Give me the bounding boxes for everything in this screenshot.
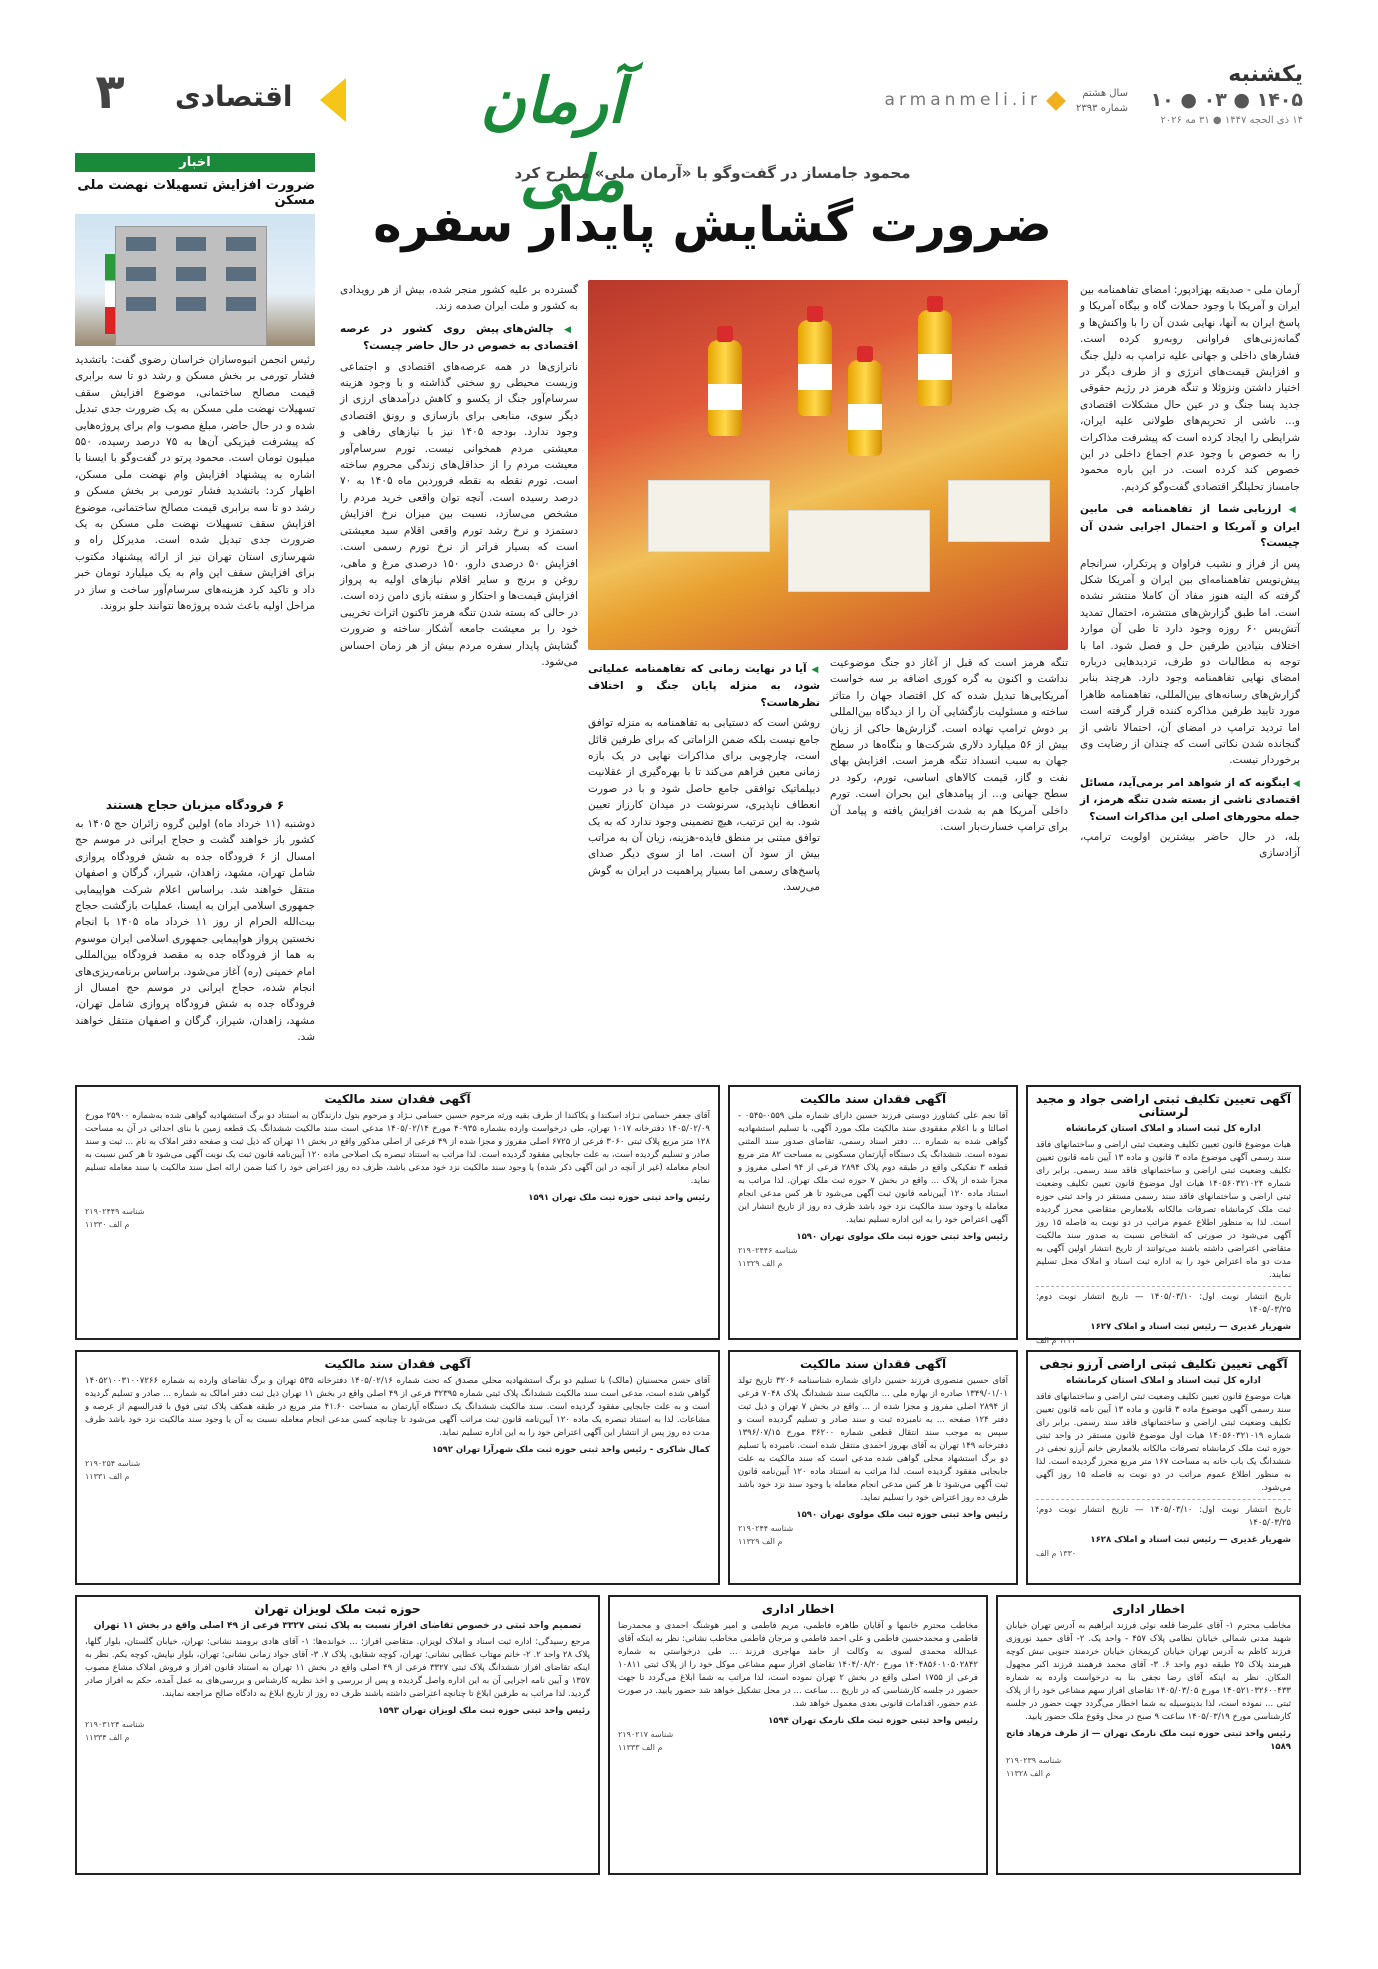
diamond-icon — [1046, 91, 1066, 111]
ad-id: شناسه ۲۱۹۰۲۴۴۹ — [85, 1207, 145, 1216]
ad-title: آگهی فقدان سند مالکیت — [799, 1357, 947, 1371]
section-name: اقتصادی — [175, 80, 293, 113]
ad-body: مخاطب محترم خانمها و آقایان طاهره فاطمی، مریم فاطمی و امیر هوشنگ احمدی و محمدرضا فاطمی و محمدحسین فاطمی و علی احمد فاطمی و مرجان فاطمی مخاطب نشانی: نظر به اینکه آقای عبدالله محمدی لسوی به وکالت از حامد مهاجری فرزند ... طی درخواستی به شماره ۱۴۰۴۸۵۶۰۱۰۵۰۲۸۴۲ مورخ ۱۴۰۴/۰۸/۲۰ تقاضای افراز سهم مشاعی موکل خود را از پلاک ثبتی ۱۰۸۱۱ فرعی از ۱۷۵۵ اصلی واقع در بخش ۲ تهران نموده است، لذا مراتب به شما ابلاغ می‌گردد تا جهت حضور در جلسه کارشناسی که در تاریخ ... ساعت ... در محل تشکیل خواهد شد حضور یابید. در صورت عدم حضور، اقدامات قانونی بعدی معمول خواهد شد. — [618, 1621, 978, 1709]
ad-signature: رئیس واحد ثبتی حوزه ثبت ملک نارمک تهران ۱۵۹۴ — [768, 1716, 978, 1726]
food-box — [788, 510, 930, 592]
ad-signature: کمال شاکری - رئیس واحد ثبتی حوزه ثبت ملک شهرآرا تهران ۱۵۹۲ — [432, 1445, 710, 1455]
ad-id: شناسه ۲۱۹۰۲۵۴ — [85, 1459, 141, 1468]
ad-body: مخاطب محترم ۱- آقای علیرضا قلعه نوئی فرزند ابراهیم به آدرس تهران خیابان شهید مدنی شمالی خیابان نظامی پلاک ۴۵۷ - واحد یک. ۲- آقای حمید نوروزی فرزند کاظم به آدرس تهران خیابان کریمخان خیابان خردمند جنوبی نبش کوچه هیرمند پلاک ۲۵ طبقه دوم واحد ۶. ۳- آقای محمد فرهمند فرزند اکبر مجهول المکان. نظر به اینکه آقای رضا نجفی بنا به درخواست وارده به شماره ۱۴۰۵۲۱۰۳۲۶۰۰۴۳۳ مورخ ۱۴۰۵/۰۳/۰۵ تقاضای افراز سهم مشاعی خود را از پلاک ثبتی ... نموده است، لذا بدینوسیله به شما اخطار می‌گردد جهت حضور در جلسه کارشناسی مورخ ۱۴۰۵/۰۳/۱۹ ساعت ۹ صبح در محل وقوع ملک حضور یابید. — [1006, 1621, 1292, 1722]
ad-signature: رئیس واحد ثبتی حوزه ثبت ملک نارمک تهران — از طرف فرهاد فاتح ۱۵۸۹ — [1006, 1729, 1291, 1752]
day-name: یکشنبه — [1228, 62, 1303, 87]
answer-3: روشن است که دستیابی به تفاهمنامه به منزله توافق جامع نیست بلکه ضمن الزاماتی که برای طرفین قائل است، چارچوبی برای مذاکرات نهایی در یک بازه زمانی معین فراهم می‌کند تا با بهره‌گیری از عقلانیت دیپلماتیک توافقی جامع حاصل شود و با در صورت انعطاف ناپذیری، سرنوشت در میدان کارزار تعیین شود. به این ترتیب، هیچ تضمینی وجود ندارد که به یک توافق مبتنی بر منطق فایده-هزینه، زیان آن به مراتب بیش از سود آن است. اما از سوی دیگر صدای پاسخ‌های رسمی اما بسیار پراهمیت در ایران به گوش می‌رسد. — [588, 717, 820, 894]
ad-title: اخطار اداری — [1112, 1602, 1185, 1616]
ad-partition-decision — [75, 1595, 600, 1875]
article-column-2 — [830, 655, 1068, 1072]
food-box — [648, 480, 770, 552]
ad-ref: ۱۳۳۰ م الف — [1036, 1549, 1077, 1558]
ad-property-loss-4 — [728, 1350, 1018, 1585]
building-photo — [75, 214, 315, 346]
oil-bottle-icon — [918, 310, 952, 406]
news-title: ضرورت افزایش تسهیلات نهضت ملی مسکن — [77, 178, 315, 208]
ad-id: شناسه ۲۱۹۰۲۳۹ — [1006, 1756, 1062, 1765]
ad-land-registration-2 — [1026, 1350, 1301, 1585]
ad-title: اخطار اداری — [761, 1602, 835, 1616]
ad-ref: ۱۳۲۲ م الف — [1036, 1336, 1077, 1345]
ad-subtitle: اداره کل ثبت اسناد و املاک استان کرمانشاه — [1066, 1124, 1261, 1134]
ad-property-loss-1 — [75, 1085, 720, 1340]
ad-administrative-notice-1 — [608, 1595, 988, 1875]
ad-id: شناسه ۲۱۹۰۲۴۴ — [738, 1524, 794, 1533]
ad-signature: شهریار غدیری — رئیس ثبت اسناد و املاک ۱۶۲۸ — [1090, 1535, 1291, 1545]
ad-property-loss-3 — [75, 1350, 720, 1585]
ad-ref: م الف ۱۱۳۳۳ — [618, 1743, 663, 1752]
flag-icon — [105, 254, 115, 334]
article-headline: ضرورت گشایش پایدار سفره — [373, 197, 1052, 253]
ad-dates: تاریخ انتشار نوبت اول: ۱۴۰۵/۰۳/۱۰ — تاریخ انتشار نوبت دوم: ۱۴۰۵/۰۳/۲۵ — [1036, 1505, 1291, 1528]
food-box — [948, 480, 1050, 542]
date-secondary: ۱۴ ذی الحجه ۱۴۴۷ ● ۳۱ مه ۲۰۲۶ — [1160, 115, 1303, 126]
ad-land-registration-1 — [1026, 1085, 1301, 1345]
ad-title: حوزه ثبت ملک لویزان تهران — [254, 1602, 421, 1616]
news-tag: اخبار — [75, 153, 315, 172]
answer-4: ناترازی‌ها در همه عرصه‌های اقتصادی و اجتماعی وزیست محیطی رو سختی گذاشته و با وجود هزینه سرسام‌آور جنگ از یکسو و کاهش درآمدهای ارزی از دیگر سوی، منابعی برای بازسازی و رونق اقتصادی وجود ندارد. بودجه ۱۴۰۵ نیز با نیازهای رفاهی و معیشتی مردم همخوانی نیست. تورم سرسام‌آور معیشت مردم را از حداقل‌های زندگی محروم ساخته است. تورم نقطه به نقطه فروردین ماه ۱۴۰۵ به ۷۰ درصد رسیده است. آنچه توان واقعی خرید مردم را مشخص می‌سازد، نسبت بین میزان نرخ افزایش دستمزد و نرخ رشد تورم واقعی اقلام سبد معیشتی است که بسیار فراتر از نرخ تورم رسمی است. افزایش ۵۰ درصدی دارو، ۱۵۰ درصدی مرغ و ماهی، روغن و برنج و سایر اقلام نیازهای اولیه به پرواز افزایش قیمت‌ها و احتکار و سفته بازی دامن زده است. در حالی که بسته شدن تنگه هرمز تاکنون اثرات تخریبی خود را بر معیشت جامعه آشکار ساخته و ضرورت گشایش پایدار سفره مردم بیش از هر زمان احساس می‌شود. — [340, 360, 579, 668]
arrow-icon — [320, 78, 346, 122]
ad-signature: رئیس واحد ثبتی حوزه ثبت ملک لویزان تهران ۱۵۹۳ — [378, 1706, 590, 1716]
question-3: ◀ آیا در نهایت زمانی که تفاهمنامه عملیاتی شود، به منزله پایان جنگ و اختلاف نظرهاست؟ — [588, 661, 820, 711]
ad-body: هیات موضوع قانون تعیین تکلیف وضعیت ثبتی اراضی و ساختمانهای فاقد سند رسمی آگهی موضوع ماده ۳ قانون و ماده ۱۳ آیین نامه قانون تعیین تکلیف وضعیت ثبتی اراضی و ساختمانهای فاقد سند رسمی. برابر رای شماره ۱۴۰۵۶۰۳۲۱۰۲۴ هیات اول موضوع قانون تعیین تکلیف وضعیت ثبتی اراضی و ساختمانهای فاقد سند رسمی مستقر در واحد ثبتی حوزه ثبت ملک کرمانشاه تصرفات مالکانه بلامعارض متقاضی محرز گردیده است. لذا به منظور اطلاع عموم مراتب در دو نوبت به فاصله ۱۵ روز آگهی می‌شود در صورتی که اشخاص نسبت به صدور سند مالکیت متقاضی اعتراضی داشته باشند می‌توانند از تاریخ انتشار اولین آگهی به مدت دو ماه اعتراض خود را به اداره ثبت اسناد و املاک محل تسلیم نمایند. — [1036, 1140, 1291, 1280]
answer-2-cont: تنگه هرمز است که قبل از آغاز دو جنگ موضوعیت نداشت و اکنون به گره کوری اضافه بر سه خواست آمریکایی‌ها تبدیل شده که کل اقتصاد جهان را متاثر ساخته و مسئولیت بازگشایی آن را از دیدگاه بین‌المللی بر دوش ترامپ نهاده است. گزارش‌ها حاکی از زیان بیش از ۵۶ میلیارد دلاری شرکت‌ها و بنگاه‌ها در سطح جهان به سبب انسداد تنگه هرمز است. افزایش بهای نفت و گاز، قیمت کالاهای اساسی، تورم، رکود در سطح جهانی و... از پیامدهای این بحران است. تورم داخلی آمریکا هم به شدت افزایش یافته و پیامد آن برای ترامپ خسارت‌بار است. — [830, 657, 1068, 834]
article-subhead: محمود جامساز در گفت‌وگو با «آرمان ملی» مطرح کرد — [514, 164, 911, 182]
oil-bottle-icon — [798, 320, 832, 416]
answer-2: بله، در حال حاضر بیشترین اولویت ترامپ، آزادسازی — [1080, 831, 1300, 860]
ad-body: آقای جعفر حسامی نـژاد اسکندا و یکاکندا از طرف بقیه ورثه مرحوم حسین حسامی نـژاد و مرحوم بتول دارندگان به استناد دو برگ استشهادیه گواهی شده به‌شماره ۲۵۹۰۰ مورخ ۱۴۰۵/۰۲/۰۹ دفترخانه ۱۰۱۷ تهران، طی درخواست وارده بشماره ۴۰۹۳۵ مورخ ۱۴۰۵/۰۲/۱۴ مدعی است سند مالکیت ششدانگ یک قطعه زمین با بنای احداثی در آن به مساحت ۱۲۸ متر مربع پلاک ثبتی ۳۰۶۰ فرعی از ۶۷۲۵ اصلی مفروز و مجزا شده از ۴۹ فرعی از اصلی مذکور واقع در بخش ۱۱ تهران که ذیل ثبت و صفحه دفتر املاک به نام ... ثبت و سند صادر و تسلیم گردیده است، به علت جابجایی مفقود گردیده است. لذا مراتب به استناد تبصره یک اصلاحی ماده ۱۲۰ آیین‌نامه قانون ثبت یک نوبت آگهی می‌شود تا هر کس نسبت به انجام معامله (غیر از آنچه در این آگهی ذکر شده) یا وجود سند مالکیت نزد خود مدعی باشد، ظرف ده روز اعتراض خود را کتبا ضمن ارائه اصل سند مالکیت یا سند معامله تسلیم نماید. — [85, 1111, 711, 1186]
ad-id: شناسه ۲۱۹۰۲۱۷ — [618, 1730, 674, 1739]
ad-ref: م الف ۱۱۳۳۱ — [85, 1472, 130, 1481]
ad-title: آگهی فقدان سند مالکیت — [324, 1357, 471, 1371]
ad-signature: شهریار غدیری — رئیس ثبت اسناد و املاک ۱۶۲۷ — [1090, 1322, 1291, 1332]
logo-text: آرمان ملی — [480, 64, 625, 215]
oil-bottle-icon — [708, 340, 742, 436]
ad-id: شناسه ۲۱۹۰۲۴۴۶ — [738, 1246, 798, 1255]
ad-body: آقا نجم علی کشاورز دوستی فرزند حسین دارای شماره ملی ۰۵۵۹-۰۵۴۵ - اصالتا و با اعلام مفقودی سند مالکیت ملک مورد آگهی، با تسلیم استشهادیه گواهی شده به شماره ... دفتر اسناد رسمی، تقاضای صدور سند المثنی نموده است. ششدانگ یک دستگاه آپارتمان مسکونی به مساحت ۸۲ متر مربع قطعه ۳ تفکیکی واقع در طبقه دوم پلاک ۲۸۹۴ فرعی از ۹۴ اصلی مفروز و مجزا شده از پلاک ... واقع در بخش ۷ حوزه ثبت ملک تهران. لذا مراتب به استناد ماده ۱۲۰ آیین‌نامه قانون ثبت آگهی می‌شود تا هر کس مدعی انجام معامله یا وجود سند مالکیت نزد خود باشد ظرف ده روز از تاریخ انتشار این آگهی اعتراض خود را به این اداره تسلیم نماید. — [738, 1111, 1009, 1225]
article-lead: آرمان ملی - صدیقه بهزادپور: امضای تفاهمنامه بین ایران و آمریکا با وجود حملات گاه و بیگاه آمریکا و پاسخ ایران به آنها، نهایی شدن آن را با واکنش‌ها و گمانه‌زنی‌های فراوانی روبه‌رو کرده است. فشارهای داخلی و جهانی علیه ترامپ به دلیل جنگ و افزایش قیمت‌های انرژی و از طرف دیگر در اختیار داشتن ونزوئلا و تنگه هرمز در رژیم حقوقی جدید پسا جنگ و در عین حال مشکلات اقتصادی و... ناشی از تحریم‌های طولانی علیه ایران، شرایطی را ایجاد کرده است که پیشرفت مذاکرات را به خصوص با وجود عدم اجماع داخلی در این خصوص کند کرده است. در این باره محمود جامساز تحلیلگر اقتصادی گفت‌وگو کردیم. — [1080, 284, 1300, 493]
article-column-1 — [1080, 282, 1300, 1072]
ad-subtitle: اداره کل ثبت اسناد و املاک استان کرمانشاه — [1066, 1376, 1261, 1386]
news-subheadline: ۶ فرودگاه میزبان حجاج هستند — [105, 798, 285, 812]
news-sidebar — [75, 153, 315, 1126]
ad-dates: تاریخ انتشار نوبت اول: ۱۴۰۵/۰۳/۱۰ — تاریخ انتشار نوبت دوم: ۱۴۰۵/۰۳/۲۵ — [1036, 1292, 1291, 1315]
year-label: سال هشتم — [1082, 88, 1128, 99]
ad-subtitle: تصمیم واحد ثبتی در خصوص تقاضای افراز نسبت به پلاک ثبتی ۳۳۲۷ فرعی از ۴۹ اصلی واقع در بخش ۱۱ تهران — [93, 1621, 582, 1631]
question-2: ◀ اینگونه که از شواهد امر برمی‌آید، مسائل اقتصادی ناشی از بسته شدن تنگه هرمز، از جمله محورهای اصلی این مذاکرات است؟ — [1080, 775, 1300, 825]
oil-bottle-icon — [848, 360, 882, 456]
ad-body: مرجع رسیدگی: اداره ثبت اسناد و املاک لویزان. متقاضی افراز: ... خوانده‌ها: ۱- آقای هادی برومند نشانی: تهران، خیابان گلستان، بلوار گلها، پلاک ۲۸ واحد ۲. ۲- خانم مهتاب عطایی نشانی: تهران، کوچه شقایق، پلاک ۷. ۳- آقای جواد زمانی نشانی: تهران، بلوار نیایش، کوچه یکم. نظر به اینکه تقاضای افراز ششدانگ پلاک ثبتی ۳۳۲۷ فرعی از ۴۹ اصلی واقع در بخش ۱۱ تهران به استناد قانون افراز و فروش املاک مشاع مصوب ۱۳۵۷ و آیین نامه اجرایی آن به این اداره واصل گردیده و پس از بررسی و اخذ نظریه کارشناس و بررسی‌های به عمل آمده، حکم به افراز صادر گردید. لذا مراتب به طرفین ابلاغ تا چنانچه اعتراضی داشته باشند ظرف ده روز از تاریخ ابلاغ به دادگاه صالح مراجعه نمایند. — [85, 1637, 591, 1699]
news-body: رئیس انجمن انبوه‌سازان خراسان رضوی گفت: باتشدید فشار تورمی بر بخش مسکن و رشد دو تا سه برابری قیمت مصالح ساختمانی، موضوع افزایش سقف تسهیلات نهضت ملی مسکن به یک ضرورت جدی تبدیل شده و در حال حاضر، مبلغ مصوب وام برای پروژه‌هایی که پیشرفت فیزیکی آن‌ها به ۷۵ درصد رسیده، ۵۵۰ میلیون تومان است. محمود پرتو در گفت‌وگو با ایسنا با اشاره به پیشنهاد افزایش وام نهضت ملی مسکن، اظهار کرد: باتشدید فشار تورمی بر بخش مسکن و رشد دو تا سه برابری قیمت مصالح ساختمانی، موضوع افزایش سقف تسهیلات نهضت ملی مسکن به یک ضرورت جدی تبدیل شده است. مدیرکل راه و شهرسازی استان تهران نیز از ارائه پیشنهاد مکتوب برای افزایش سقف این وام به یک میلیارد تومان خبر داد و تاکید کرد هزینه‌های سرسام‌آور ساخت و ساز در مراحل اولیه باعث شده پروژه‌ها نتوانند جلو بروند. — [75, 354, 315, 613]
date-numbers: ۱۴۰۵ ● ۰۳ ● ۱۰ — [1150, 89, 1303, 111]
ad-title: آگهی فقدان سند مالکیت — [799, 1092, 947, 1106]
building — [115, 226, 267, 346]
ad-ref: م الف ۱۱۳۲۸ — [1006, 1769, 1051, 1778]
article-column-4 — [340, 282, 578, 1072]
ad-administrative-notice-2 — [996, 1595, 1301, 1875]
article-photo — [588, 280, 1068, 650]
news-body-2: دوشنبه (۱۱ خرداد ماه) اولین گروه زائران حج ۱۴۰۵ به کشور باز خواهند گشت و حجاج ایرانی در موسم حج امسال از ۶ فرودگاه جده به شش فرودگاه پروازی شامل تهران، مشهد، زاهدان، شیراز، گرگان و اصفهان منتقل خواهند شد. براساس اعلام شرکت هواپیمایی جمهوری اسلامی ایران به ایسنا، عملیات بازگشت حجاج بیت‌الله الحرام از روز ۱۱ خرداد ماه ۱۴۰۵ با انجام نخستین پرواز هواپیمایی جمهوری اسلامی ایران موسوم به هما از فرودگاه جده به مقصد فرودگاه بین‌المللی امام خمینی (ره) آغاز می‌شود. براساس برنامه‌ریزی‌های انجام شده، حجاج ایرانی در موسم حج امسال از فرودگاه جده به شش فرودگاه پروازی شامل تهران، مشهد، زاهدان، شیراز، گرگان و اصفهان منتقل خواهند شد. — [75, 818, 316, 1044]
answer-1: پس از فراز و نشیب فراوان و پرتکرار، سرانجام پیش‌نویس تفاهمنامه‌ای بین ایران و آمریکا شکل گرفته که البته هنوز مفاد آن کاملا منتشر نشده است. اما طبق گزارش‌های منتشره، احتمال تمدید آتش‌بس ۶۰ روزه وجود دارد تا طی آن موارد اختلاف بنیادین طرفین حل و فصل شود. اما با توجه به مطالبات دو طرف، تردیدهایی درباره امضای نهایی تفاهمنامه وجود دارد. هرچند بنابر گزارش‌های رسانه‌های بین‌المللی، تفاهمنامه ظاهرا مورد تایید طرفین مذاکره کننده قرار گرفته است اما تردید ترامپ در امضای آن، احتمالا ناشی از گنجانده شدن نکاتی است که چندان از رضایت وی برخوردار نیست. — [1080, 557, 1300, 767]
ad-signature: رئیس واحد ثبتی حوزه ثبت ملک مولوی تهران ۱۵۹۰ — [796, 1510, 1008, 1520]
ad-title: آگهی تعیین تکلیف ثبتی اراضی آرزو نجفی — [1039, 1357, 1288, 1371]
site-url[interactable]: armanmeli.ir — [884, 90, 1041, 110]
page-number: ۳ — [95, 64, 125, 120]
issue-label: شماره ۲۳۹۳ — [1076, 103, 1128, 114]
ad-id: شناسه ۲۱۹۰۳۱۲۴ — [85, 1720, 145, 1729]
article-column-3 — [588, 655, 820, 1072]
date-block — [1143, 62, 1303, 126]
ad-title: آگهی تعیین تکلیف ثبتی اراضی جواد و مجید لرستانی — [1036, 1092, 1291, 1119]
ad-body: آقای حسن محسنیان (مالک) با تسلیم دو برگ استشهادیه محلی مصدق که تحت شماره ۱۴۰۵/۰۲/۱۶ دفترخانه ۵۳۵ تهران و برگ تقاضای وارده به شماره ۱۴۰۵۲۱۰۰۳۱۰۰۷۲۶۶ گواهی شده است، مدعی است سند مالکیت ششدانگ پلاک ثبتی شماره ۳۲۳۹۵ فرعی از ۴۹ اصلی واقع در بخش ۱۱ تهران ذیل ثبت دفتر امالک به شماره ... صادر و تسلیم گردیده است و به علت جابجایی مفقود گردیده است. سند مالکیت ششدانگ یک دستگاه آپارتمان به مساحت ۴۱.۶۰ متر مربع در طبقه همکف پلاک ثبتی فوق با قدرالسهم از عرصه و مشاعات. لذا به استناد تبصره یک ماده ۱۲۰ آیین‌نامه قانون ثبت مراتب آگهی می‌شود تا چنانچه کسی مدعی انجام معامله نسبت به آن یا وجود سند مالکیت نزد خود باشد ظرف مدت ده روز پس از انتشار این آگهی اعتراض خود را به این اداره تسلیم نماید. — [85, 1376, 711, 1438]
ad-property-loss-2 — [728, 1085, 1018, 1340]
ad-signature: رئیس واحد ثبتی حوزه ثبت ملک مولوی تهران ۱۵۹۰ — [796, 1232, 1008, 1242]
issue-info — [1076, 86, 1128, 116]
ad-ref: م الف ۱۱۳۳۴ — [85, 1733, 130, 1742]
ad-ref: م الف ۱۱۳۲۹ — [738, 1537, 783, 1546]
ad-body: هیات موضوع قانون تعیین تکلیف وضعیت ثبتی اراضی و ساختمانهای فاقد سند رسمی آگهی موضوع ماده ۳ قانون و ماده ۱۳ آیین نامه قانون تعیین تکلیف وضعیت ثبتی اراضی و ساختمانهای فاقد سند رسمی. برابر رای شماره ۱۴۰۵۶۰۳۲۱۰۱۹ هیات اول موضوع قانون مستقر در واحد ثبتی حوزه ثبت ملک کرمانشاه تصرفات مالکانه بلامعارض خانم آرزو نجفی در ششدانگ یک باب خانه به مساحت ۱۶۷ متر مربع محرز گردیده است. لذا به منظور اطلاع عموم مراتب در دو نوبت به فاصله ۱۵ روز آگهی می‌شود. — [1036, 1392, 1291, 1493]
newspaper-logo — [365, 62, 625, 215]
answer-3-end: گسترده بر علیه کشور منجر شده، بیش از هر رویدادی به کشور و ملت ایران صدمه زند. — [340, 284, 578, 313]
question-4: ◀ چالش‌های پیش روی کشور در عرصه اقتصادی به خصوص در حال حاضر چیست؟ — [340, 321, 578, 355]
ad-signature: رئیس واحد ثبتی حوزه ثبت ملک تهران ۱۵۹۱ — [528, 1193, 710, 1203]
ad-ref: م الف ۱۱۳۲۹ — [738, 1259, 783, 1268]
question-1: ◀ ارزیابی شما از تفاهمنامه فی مابین ایران و آمریکا و احتمال اجرایی شدن آن چیست؟ — [1080, 501, 1300, 551]
ad-body: آقای حسین منصوری فرزند حسین دارای شماره شناسنامه ۳۲۰۶ تاریخ تولد ۱۳۴۹/۰۱/۰۱ صادره از بهاره ملی ... مالکیت سند ششدانگ پلاک ۷۰۴۸ فرعی از ۲۸۹۴ اصلی مفروز و مجزا شده از ... واقع در بخش ۷ تهران و ذیل ثبت دفتر ۱۲۴ صفحه ... به نامبرده ثبت و سند صادر و تسلیم گردیده است و سپس به موجب سند انتقال قطعی شماره ۳۶۲۰۰ مورخ ۱۳۹۶/۰۷/۱۵ دفترخانه ۱۴۹ تهران به آقای بهروز احمدی منتقل شده است. نامبرده با تسلیم دو برگ استشهاد محلی گواهی شده مدعی است که سند مالکیت به علت جابجایی مفقود گردیده است. لذا مراتب به استناد ماده ۱۲۰ آیین‌نامه قانون ثبت آگهی می‌شود تا هر کس مدعی انجام معامله یا وجود سند نزد خود باشد ظرف ده روز اعتراض خود را تسلیم نماید. — [738, 1376, 1009, 1503]
ad-ref: م الف ۱۱۳۳۰ — [85, 1220, 130, 1229]
ad-title: آگهی فقدان سند مالکیت — [324, 1092, 471, 1106]
